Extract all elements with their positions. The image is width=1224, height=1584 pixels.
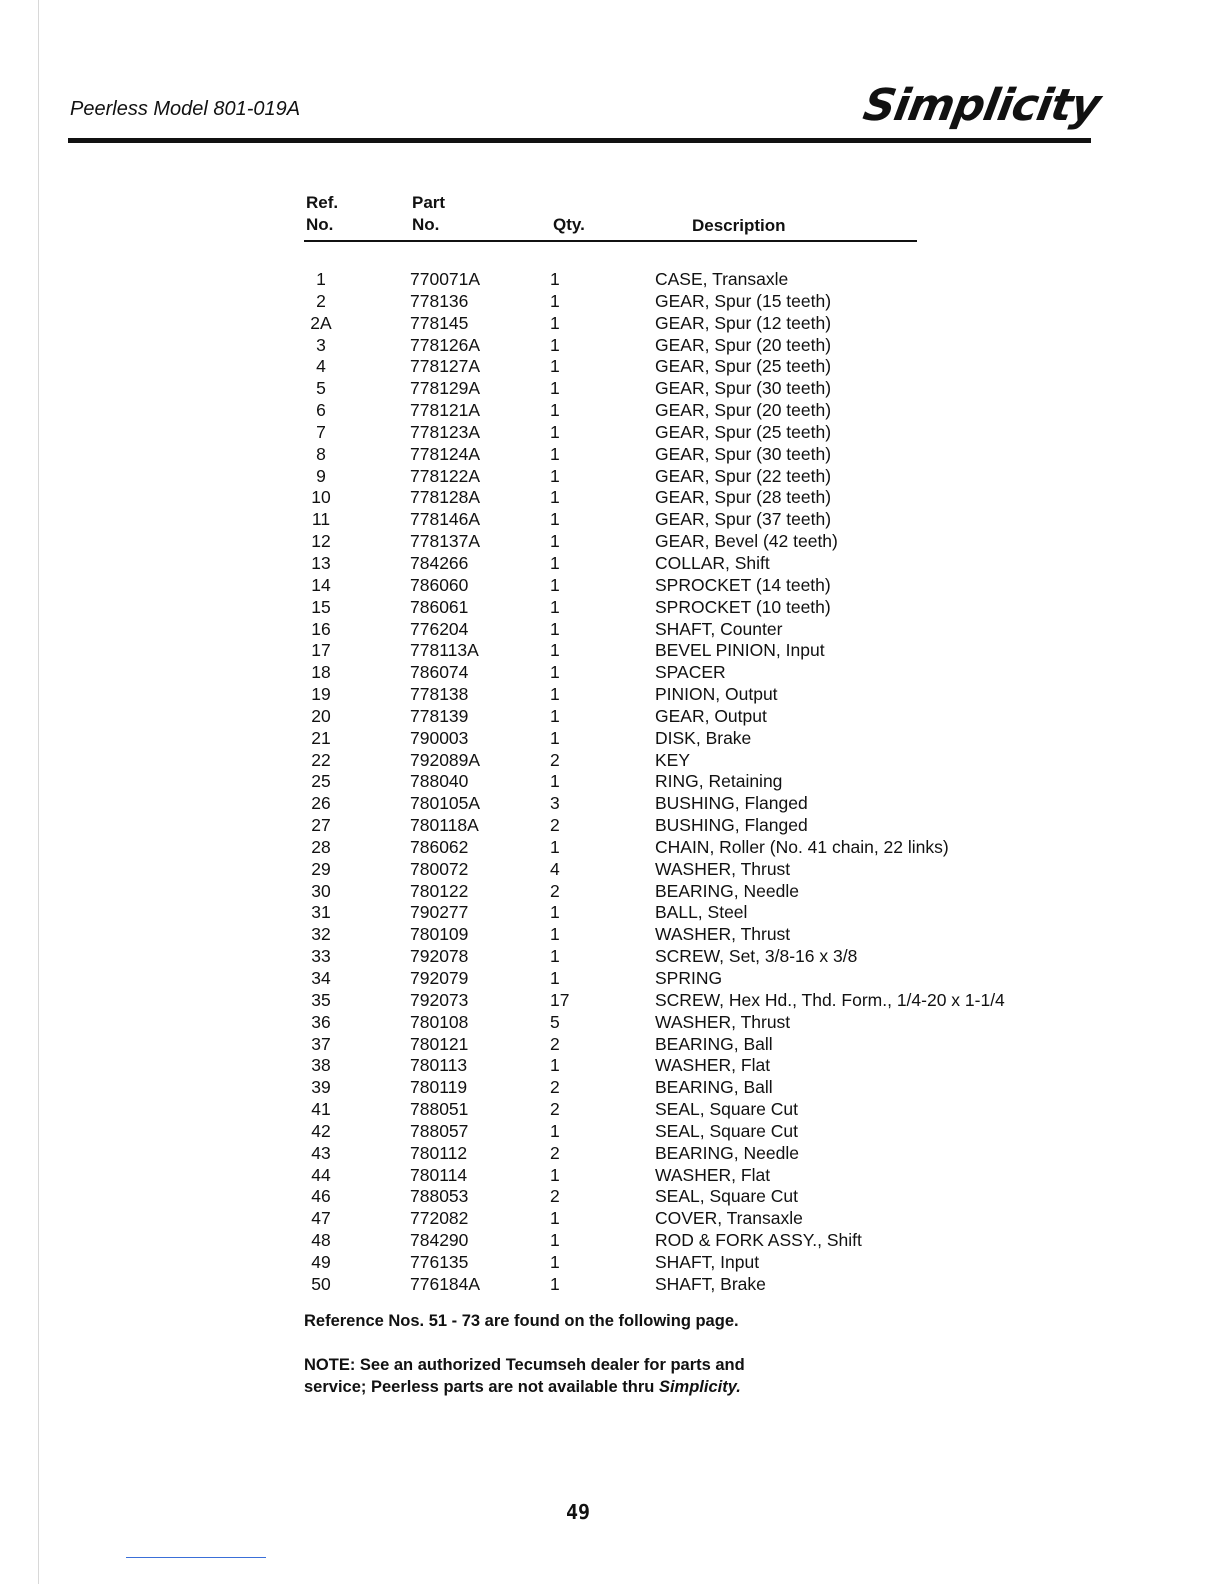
qty-cell: 1: [550, 509, 560, 530]
qty-cell: 1: [550, 1208, 560, 1229]
ref-no-cell: 41: [311, 1099, 331, 1120]
ref-no-cell: 48: [311, 1230, 331, 1251]
qty-cell: 2: [550, 1186, 560, 1207]
description-cell: SCREW, Hex Hd., Thd. Form., 1/4-20 x 1-1/4: [655, 989, 1005, 1010]
ref-no-cell: 4: [316, 356, 326, 377]
description-cell: GEAR, Spur (25 teeth): [655, 356, 832, 377]
table-row: [304, 901, 1064, 923]
ref-no-cell: 35: [311, 989, 331, 1010]
qty-cell: 1: [550, 574, 560, 595]
description-cell: BEVEL PINION, Input: [655, 640, 825, 661]
qty-cell: 1: [550, 705, 560, 726]
ref-no-cell: 22: [311, 749, 331, 770]
description-cell: BUSHING, Flanged: [655, 815, 808, 836]
ref-no-cell: 12: [311, 531, 331, 552]
part-no-cell: 790277: [410, 902, 469, 923]
qty-cell: 1: [550, 771, 560, 792]
table-row: [304, 486, 1064, 508]
qty-cell: 1: [550, 334, 560, 355]
ref-no-cell: 8: [316, 443, 326, 464]
description-cell: SPRING: [655, 968, 723, 988]
table-row: [304, 1229, 1064, 1251]
ref-no-cell: 3: [316, 334, 326, 355]
ref-no-cell: 20: [311, 705, 331, 726]
part-no-cell: 778122A: [410, 465, 481, 486]
description-cell: RING, Retaining: [655, 771, 783, 792]
ref-no-cell: 42: [311, 1120, 331, 1141]
qty-header: Qty.: [553, 215, 585, 234]
part-no-cell: 786060: [410, 574, 469, 595]
part-no-header: [412, 192, 445, 236]
ref-no-cell: 2: [316, 290, 326, 311]
ref-header-line2: No.: [306, 215, 334, 234]
ref-no-cell: 11: [311, 509, 331, 530]
qty-cell: 1: [550, 640, 560, 661]
ref-no-cell: 6: [316, 400, 326, 421]
table-row: [304, 1251, 1064, 1273]
description-cell: COVER, Transaxle: [655, 1208, 803, 1229]
part-no-cell: 780112: [410, 1142, 468, 1163]
ref-no-cell: 30: [311, 880, 331, 901]
table-row: [304, 1142, 1064, 1164]
ref-no-cell: 43: [311, 1142, 331, 1163]
part-no-cell: 792073: [410, 989, 469, 1010]
description-cell: SPACER: [655, 662, 726, 683]
table-row: [304, 727, 1064, 749]
table-row: [304, 683, 1064, 705]
table-row: [304, 618, 1064, 640]
qty-cell: 17: [550, 989, 570, 1010]
brand-logo: Simplicity: [859, 80, 1104, 131]
part-no-cell: 780072: [410, 858, 469, 879]
ref-no-cell: 29: [311, 858, 331, 879]
qty-cell: 1: [550, 487, 560, 508]
ref-no-cell: 38: [311, 1055, 331, 1076]
qty-cell: 1: [550, 312, 560, 333]
part-no-cell: 778137A: [410, 531, 481, 552]
qty-cell: 1: [550, 400, 560, 421]
ref-no-cell: 44: [311, 1164, 331, 1185]
ref-no-cell: 39: [311, 1077, 331, 1098]
ref-no-cell: 13: [311, 552, 331, 573]
description-cell: CHAIN, Roller (No. 41 chain, 22 links): [655, 836, 949, 857]
part-no-cell: 780119: [410, 1077, 468, 1098]
description-header: Description: [692, 216, 786, 235]
reference-note: Reference Nos. 51 - 73 are found on the following page.: [304, 1312, 739, 1330]
part-no-cell: 778124A: [410, 443, 481, 464]
description-cell: BALL, Steel: [655, 902, 748, 923]
ref-header-line1: Ref.: [306, 193, 339, 212]
part-no-cell: 780109: [410, 924, 469, 945]
qty-cell: 1: [550, 662, 560, 683]
part-no-cell: 788040: [410, 771, 469, 792]
description-cell: GEAR, Bevel (42 teeth): [655, 531, 838, 552]
part-no-cell: 778123A: [410, 421, 481, 442]
qty-cell: 4: [550, 858, 560, 879]
part-no-cell: 778146A: [410, 509, 481, 530]
ref-no-cell: 10: [311, 487, 331, 508]
dealer-note: [304, 1354, 745, 1398]
description-cell: SCREW, Set, 3/8-16 x 3/8: [655, 946, 858, 967]
table-row: [304, 399, 1064, 421]
qty-cell: 1: [550, 946, 560, 967]
table-row: [304, 1076, 1064, 1098]
part-no-cell: 790003: [410, 727, 469, 748]
dealer-note-brand: Simplicity.: [658, 1378, 741, 1396]
description-cell: GEAR, Spur (30 teeth): [655, 443, 832, 464]
part-no-cell: 780121: [410, 1033, 469, 1054]
table-row: [304, 1185, 1064, 1207]
description-cell: KEY: [655, 749, 691, 770]
table-row: [304, 967, 1064, 989]
part-no-cell: 792089A: [410, 749, 481, 770]
ref-no-cell: 18: [311, 662, 331, 683]
page-margin-line: [38, 0, 39, 1584]
table-row: [304, 334, 1064, 356]
table-header-rule: [304, 240, 917, 242]
table-row: [304, 1273, 1064, 1295]
part-no-cell: 792078: [410, 946, 469, 967]
ref-no-cell: 16: [311, 618, 331, 639]
part-no-cell: 788057: [410, 1120, 469, 1141]
table-row: [304, 1207, 1064, 1229]
table-row: [304, 268, 1064, 290]
ref-no-cell: 25: [311, 771, 331, 792]
ref-no-cell: 21: [311, 727, 331, 748]
description-cell: SHAFT, Input: [655, 1251, 760, 1272]
model-title: Peerless Model 801-019A: [70, 98, 301, 120]
part-no-cell: 778113A: [410, 640, 479, 661]
part-no-cell: 778121A: [410, 400, 481, 421]
dealer-note-line2-text: service; Peerless parts are not available thru: [304, 1378, 659, 1396]
description-cell: WASHER, Thrust: [655, 1011, 791, 1032]
table-row: [304, 1164, 1064, 1186]
description-cell: DISK, Brake: [655, 727, 752, 748]
part-no-cell: 784290: [410, 1230, 469, 1251]
table-row: [304, 836, 1064, 858]
table-row: [304, 377, 1064, 399]
qty-cell: 1: [550, 836, 560, 857]
table-row: [304, 989, 1064, 1011]
ref-no-cell: 34: [311, 968, 331, 988]
description-cell: GEAR, Output: [655, 705, 767, 726]
description-cell: COLLAR, Shift: [655, 552, 770, 573]
ref-no-cell: 19: [311, 684, 331, 705]
qty-cell: 1: [550, 421, 560, 442]
description-cell: SHAFT, Brake: [655, 1273, 766, 1294]
qty-cell: 1: [550, 968, 560, 988]
qty-cell: 1: [550, 269, 560, 289]
table-row: [304, 945, 1064, 967]
part-no-cell: 778145: [410, 312, 469, 333]
table-row: [304, 312, 1064, 334]
table-row: [304, 355, 1064, 377]
dealer-note-line1: NOTE: See an authorized Tecumseh dealer for parts and: [304, 1356, 745, 1374]
table-row: [304, 923, 1064, 945]
table-row: [304, 443, 1064, 465]
description-cell: ROD & FORK ASSY., Shift: [655, 1230, 862, 1251]
table-row: [304, 596, 1064, 618]
footer-link-line: [126, 1557, 266, 1558]
description-cell: SEAL, Square Cut: [655, 1186, 798, 1207]
qty-cell: 3: [550, 793, 560, 814]
description-cell: WASHER, Flat: [655, 1055, 771, 1076]
table-row: [304, 858, 1064, 880]
part-no-cell: 788051: [410, 1099, 469, 1120]
description-cell: WASHER, Flat: [655, 1164, 771, 1185]
part-no-cell: 786062: [410, 836, 469, 857]
description-cell: SPROCKET (10 teeth): [655, 596, 831, 617]
parts-table: [304, 268, 1064, 1295]
part-no-cell: 778139: [410, 705, 469, 726]
qty-cell: 1: [550, 618, 560, 639]
part-no-cell: 772082: [410, 1208, 469, 1229]
part-no-cell: 780113: [410, 1055, 468, 1076]
ref-no-cell: 28: [311, 836, 331, 857]
qty-cell: 2: [550, 1033, 560, 1054]
part-no-cell: 778127A: [410, 356, 481, 377]
table-row: [304, 465, 1064, 487]
qty-cell: 2: [550, 1142, 560, 1163]
part-header-line2: No.: [412, 215, 440, 234]
qty-cell: 1: [550, 1251, 560, 1272]
part-no-cell: 778138: [410, 684, 469, 705]
qty-cell: 1: [550, 596, 560, 617]
ref-no-cell: 46: [311, 1186, 331, 1207]
qty-cell: 1: [550, 531, 560, 552]
qty-cell: 2: [550, 1077, 560, 1098]
part-no-cell: 776204: [410, 618, 469, 639]
ref-no-cell: 47: [311, 1208, 331, 1229]
qty-cell: 1: [550, 378, 560, 399]
ref-no-cell: 33: [311, 946, 331, 967]
ref-no-cell: 27: [311, 815, 331, 836]
ref-no-cell: 49: [311, 1251, 331, 1272]
ref-no-cell: 37: [311, 1033, 331, 1054]
part-no-cell: 778136: [410, 290, 469, 311]
table-row: [304, 661, 1064, 683]
part-no-cell: 780105A: [410, 793, 481, 814]
part-no-cell: 780108: [410, 1011, 469, 1032]
description-cell: WASHER, Thrust: [655, 858, 791, 879]
qty-cell: 1: [550, 684, 560, 705]
ref-no-cell: 14: [311, 574, 331, 595]
table-row: [304, 1098, 1064, 1120]
part-no-cell: 786074: [410, 662, 469, 683]
ref-no-cell: 31: [311, 902, 331, 923]
part-no-cell: 776135: [410, 1251, 469, 1272]
ref-no-cell: 26: [311, 793, 331, 814]
description-cell: BEARING, Needle: [655, 1142, 799, 1163]
part-no-cell: 788053: [410, 1186, 469, 1207]
table-row: [304, 1033, 1064, 1055]
table-row: [304, 749, 1064, 771]
table-row: [304, 880, 1064, 902]
description-cell: GEAR, Spur (20 teeth): [655, 400, 832, 421]
qty-cell: 1: [550, 465, 560, 486]
table-row: [304, 290, 1064, 312]
table-row: [304, 508, 1064, 530]
description-cell: PINION, Output: [655, 684, 778, 705]
qty-cell: 2: [550, 749, 560, 770]
qty-cell: 2: [550, 880, 560, 901]
part-no-cell: 784266: [410, 552, 469, 573]
part-header-line1: Part: [412, 193, 446, 212]
description-cell: BEARING, Ball: [655, 1077, 773, 1098]
description-cell: GEAR, Spur (30 teeth): [655, 378, 832, 399]
table-row: [304, 792, 1064, 814]
qty-cell: 1: [550, 1230, 560, 1251]
table-row: [304, 1054, 1064, 1076]
qty-cell: 1: [550, 356, 560, 377]
description-cell: GEAR, Spur (12 teeth): [655, 312, 832, 333]
description-cell: SEAL, Square Cut: [655, 1120, 798, 1141]
description-cell: BEARING, Needle: [655, 880, 799, 901]
description-cell: GEAR, Spur (28 teeth): [655, 487, 832, 508]
table-row: [304, 770, 1064, 792]
header-divider: [68, 138, 1091, 143]
part-no-cell: 770071A: [410, 269, 481, 289]
page-number: 49: [566, 1500, 591, 1524]
ref-no-cell: 50: [311, 1273, 331, 1294]
table-row: [304, 530, 1064, 552]
description-cell: SEAL, Square Cut: [655, 1099, 798, 1120]
qty-cell: 2: [550, 815, 560, 836]
description-cell: GEAR, Spur (37 teeth): [655, 509, 832, 530]
description-cell: GEAR, Spur (20 teeth): [655, 334, 832, 355]
dealer-note-line2: [304, 1376, 745, 1398]
ref-no-cell: 2A: [310, 312, 332, 333]
ref-no-cell: 1: [316, 269, 326, 289]
description-cell: SHAFT, Counter: [655, 618, 783, 639]
table-row: [304, 421, 1064, 443]
ref-no-cell: 36: [311, 1011, 331, 1032]
qty-cell: 1: [550, 1055, 560, 1076]
ref-no-cell: 7: [316, 421, 326, 442]
qty-cell: 1: [550, 924, 560, 945]
table-row: [304, 705, 1064, 727]
ref-no-header: [306, 192, 338, 236]
description-cell: BUSHING, Flanged: [655, 793, 808, 814]
part-no-cell: 776184A: [410, 1273, 481, 1294]
table-row: [304, 552, 1064, 574]
qty-cell: 1: [550, 1273, 560, 1294]
table-row: [304, 1120, 1064, 1142]
ref-no-cell: 32: [311, 924, 331, 945]
table-row: [304, 574, 1064, 596]
qty-cell: 1: [550, 290, 560, 311]
part-no-cell: 778129A: [410, 378, 481, 399]
part-no-cell: 778128A: [410, 487, 481, 508]
description-cell: WASHER, Thrust: [655, 924, 791, 945]
part-no-cell: 780122: [410, 880, 469, 901]
qty-cell: 5: [550, 1011, 560, 1032]
ref-no-cell: 5: [316, 378, 326, 399]
qty-cell: 1: [550, 902, 560, 923]
description-cell: CASE, Transaxle: [655, 269, 789, 289]
table-row: [304, 1011, 1064, 1033]
description-cell: GEAR, Spur (25 teeth): [655, 421, 832, 442]
part-no-cell: 780114: [410, 1164, 468, 1185]
description-cell: GEAR, Spur (15 teeth): [655, 290, 832, 311]
qty-cell: 1: [550, 727, 560, 748]
qty-cell: 1: [550, 1164, 560, 1185]
part-no-cell: 780118A: [410, 815, 479, 836]
description-cell: SPROCKET (14 teeth): [655, 574, 831, 595]
ref-no-cell: 17: [311, 640, 331, 661]
ref-no-cell: 15: [311, 596, 331, 617]
qty-cell: 1: [550, 552, 560, 573]
table-row: [304, 639, 1064, 661]
ref-no-cell: 9: [316, 465, 326, 486]
part-no-cell: 786061: [410, 596, 469, 617]
qty-cell: 1: [550, 1120, 560, 1141]
description-cell: BEARING, Ball: [655, 1033, 773, 1054]
qty-cell: 2: [550, 1099, 560, 1120]
description-cell: GEAR, Spur (22 teeth): [655, 465, 832, 486]
part-no-cell: 792079: [410, 968, 469, 988]
qty-cell: 1: [550, 443, 560, 464]
table-row: [304, 814, 1064, 836]
part-no-cell: 778126A: [410, 334, 481, 355]
